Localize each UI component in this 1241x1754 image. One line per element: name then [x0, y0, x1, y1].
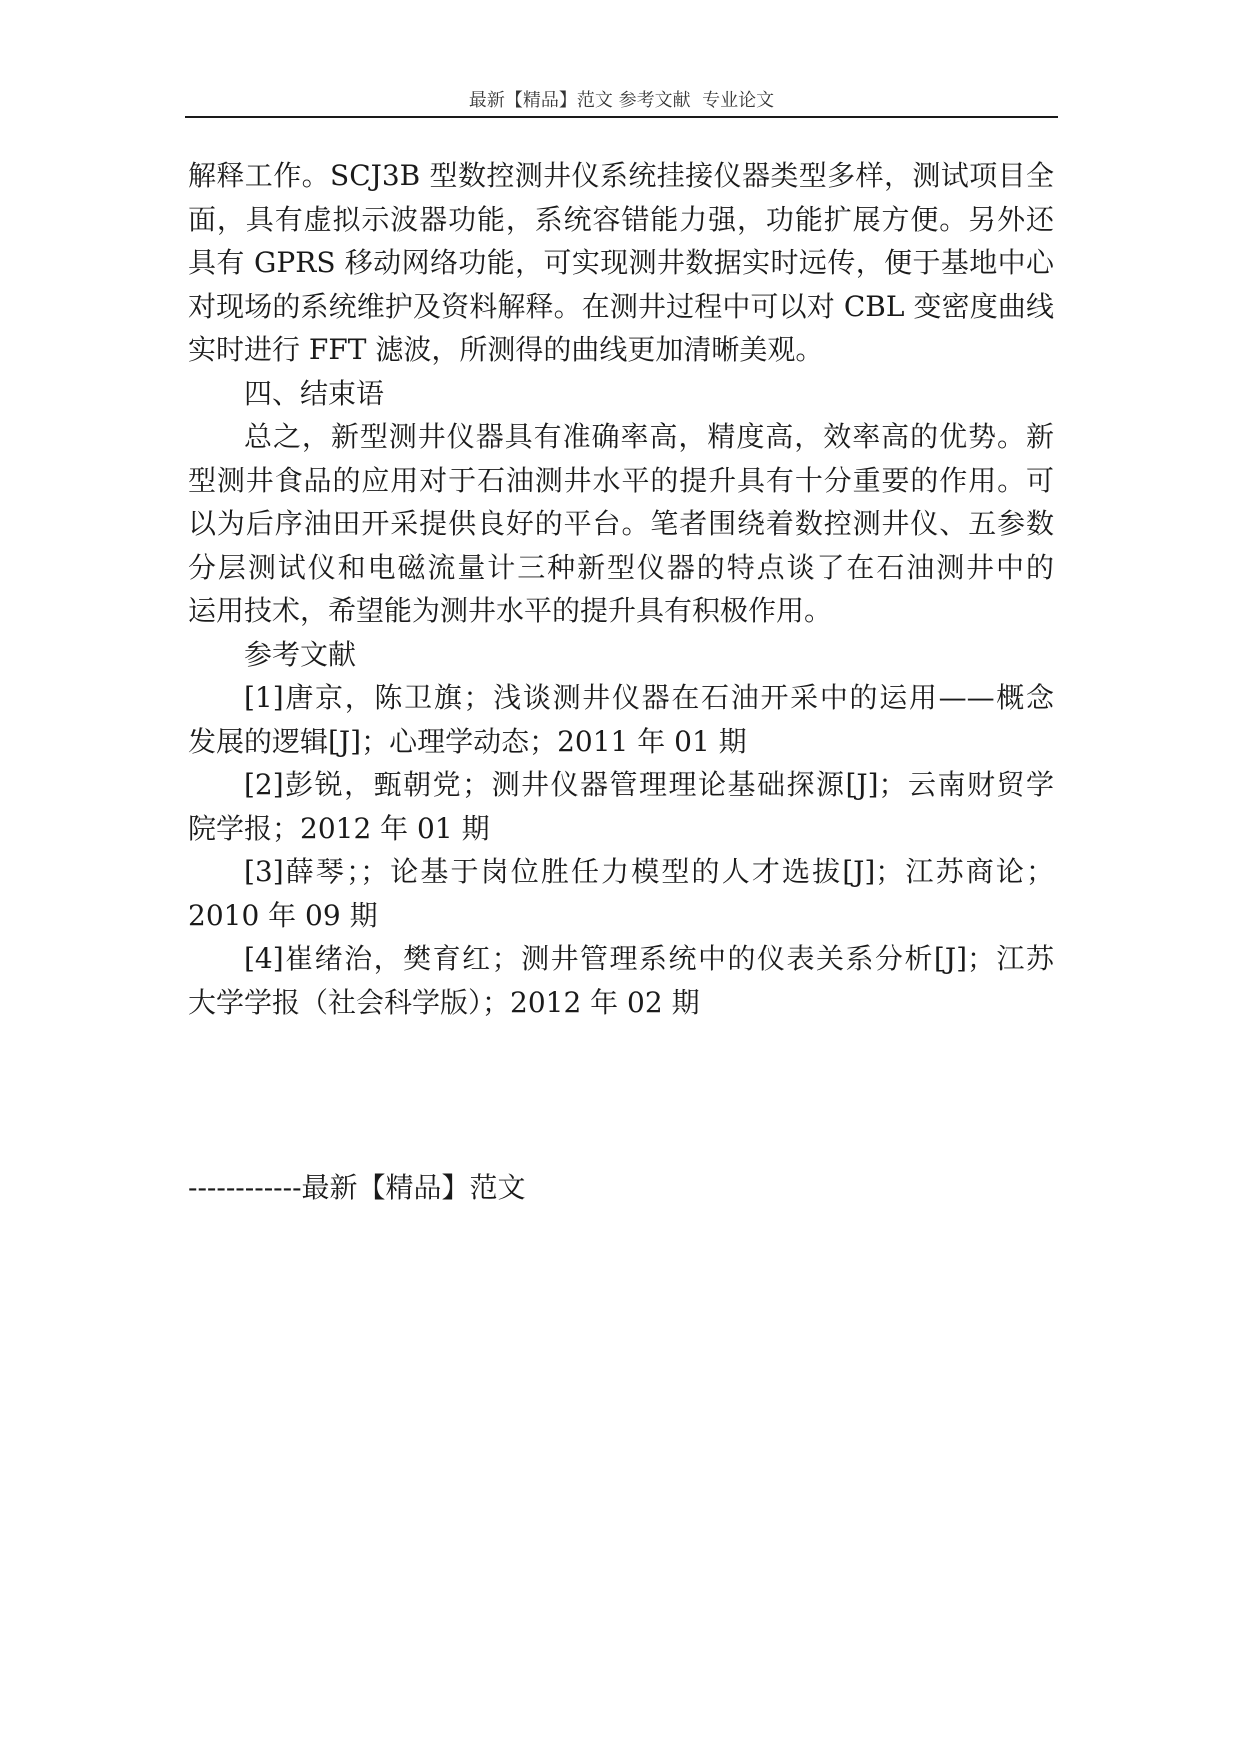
reference-line: 大学学报（社会科学版）；2012 年 02 期: [188, 985, 700, 1019]
references-heading: 参考文献: [244, 637, 357, 671]
body-line: 分层测试仪和电磁流量计三种新型仪器的特点谈了在石油测井中的: [188, 550, 1054, 584]
reference-line: [3]薛琴；；论基于岗位胜任力模型的人才选拔[J]；江苏商论；: [244, 855, 1054, 888]
body-line: 面，具有虚拟示波器功能，系统容错能力强，功能扩展方便。另外还: [188, 202, 1054, 236]
body-line: 型测井食品的应用对于石油测井水平的提升具有十分重要的作用。可: [188, 463, 1054, 497]
body-line: 总之，新型测井仪器具有准确率高，精度高，效率高的优势。新: [244, 420, 1054, 453]
body-line: 具有 GPRS 移动网络功能，可实现测井数据实时远传，便于基地中心: [188, 246, 1054, 279]
body-line: 实时进行 FFT 滤波，所测得的曲线更加清晰美观。: [188, 333, 824, 366]
reference-line: [2]彭锐，甄朝党；测井仪器管理理论基础探源[J]；云南财贸学: [244, 768, 1054, 801]
section-heading: 四、结束语: [244, 376, 385, 410]
reference-line: [4]崔绪治，樊育红；测井管理系统中的仪表关系分析[J]；江苏: [244, 942, 1054, 975]
body-line: 以为后序油田开采提供良好的平台。笔者围绕着数控测井仪、五参数: [188, 507, 1054, 540]
reference-line: 院学报；2012 年 01 期: [188, 811, 490, 845]
document-body: [188, 154, 1054, 1024]
body-line: 解释工作。SCJ3B 型数控测井仪系统挂接仪器类型多样，测试项目全: [188, 159, 1054, 192]
page-header: 最新【精品】范文 参考文献 专业论文: [185, 86, 1058, 118]
body-line: 对现场的系统维护及资料解释。在测井过程中可以对 CBL 变密度曲线: [188, 289, 1054, 323]
reference-line: [1]唐京，陈卫旗；浅谈测井仪器在石油开采中的运用——概念: [244, 681, 1054, 714]
reference-line: 2010 年 09 期: [188, 898, 378, 932]
body-line: 运用技术，希望能为测井水平的提升具有积极作用。: [188, 594, 833, 627]
reference-line: 发展的逻辑[J]；心理学动态；2011 年 01 期: [188, 724, 747, 758]
page-footer: ------------最新【精品】范文: [188, 1171, 526, 1204]
